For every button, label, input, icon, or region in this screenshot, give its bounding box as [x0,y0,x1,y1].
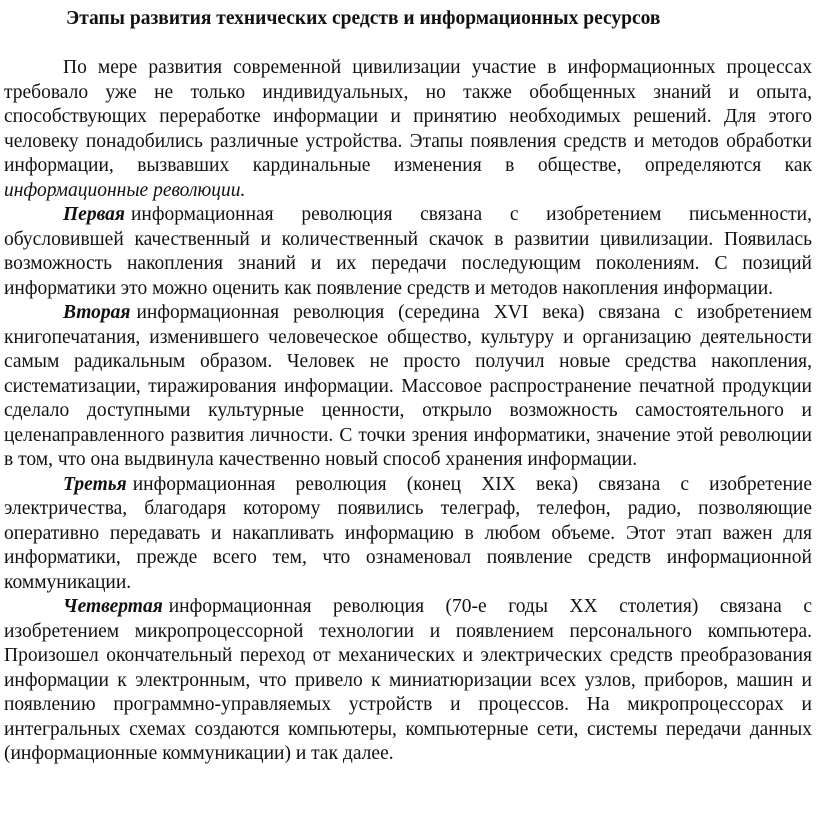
revolution-lead-2: Вторая [63,302,131,323]
revolution-paragraph-4 [4,595,812,767]
revolution-lead-4: Четвертая [63,596,163,617]
document-title: Этапы развития технических средств и информационных ресурсов [66,8,661,29]
revolution-paragraph-2 [4,301,812,473]
revolution-text-4: информационная революция (70-е годы XX столетия) связана с изобретением микропроцессорной технологии и появлением персонального компьютера. Произошел окончательный переход от механических и электрических средств преобразования информации к электронным, что привело к миниатюризации всех узлов, приборов, машин и появлению программно-управляемых устройств и процессов. На микропроцессорах и интегральных схемах создаются компьютеры, компьютерные сети, системы передачи данных (информационные коммуникации) и так далее. [4,596,812,764]
revolution-paragraph-3 [4,473,812,596]
intro-term: информационные революции. [4,179,246,201]
intro-paragraph [4,56,812,203]
revolution-text-3: информационная революция (конец XIX века) связана с изобретение электричества, благодаря которому появились телеграф, телефон, радио, позволяющие оперативно передавать и накапливать информацию в любом объеме. Этот этап важен для информатики, прежде всего тем, что ознаменовал появление средств информационной коммуникации. [4,473,812,593]
revolution-text-1: информационная революция связана с изобретением письменности, обусловившей качественный и количественный скачок в развитии цивилизации. Появилась возможность накопления знаний и их передачи последующим поколениям. С позиций информатики это можно оценить как появление средств и методов накопления информации. [4,204,812,299]
revolution-paragraph-1 [4,203,812,301]
intro-text: По мере развития современной цивилизации участие в информационных процессах требовало уже не только индивидуальных, но также обобщенных знаний и опыта, способствующих переработке информации и принятию необходимых решений. Для этого человеку понадобились различные устройства. Этапы появления средств и методов обработки информации, вызвавших кардинальные изменения в обществе, определяются как [4,57,812,176]
revolution-lead-3: Третья [63,473,127,495]
revolution-lead-1: Первая [63,204,125,225]
revolution-text-2: информационная революция (середина XVI века) связана с изобретением книгопечатания, изменившего человеческое общество, культуру и организацию деятельности самым радикальным образом. Человек не просто получил новые средства накопления, систематизации, тиражирования информации. Массовое распространение печатной продукции сделало доступными культурные ценности, открыло возможность самостоятельного и целенаправленного развития личности. С точки зрения информатики, значение этой революции в том, что она выдвинула качественно новый способ хранения информации. [4,302,812,470]
